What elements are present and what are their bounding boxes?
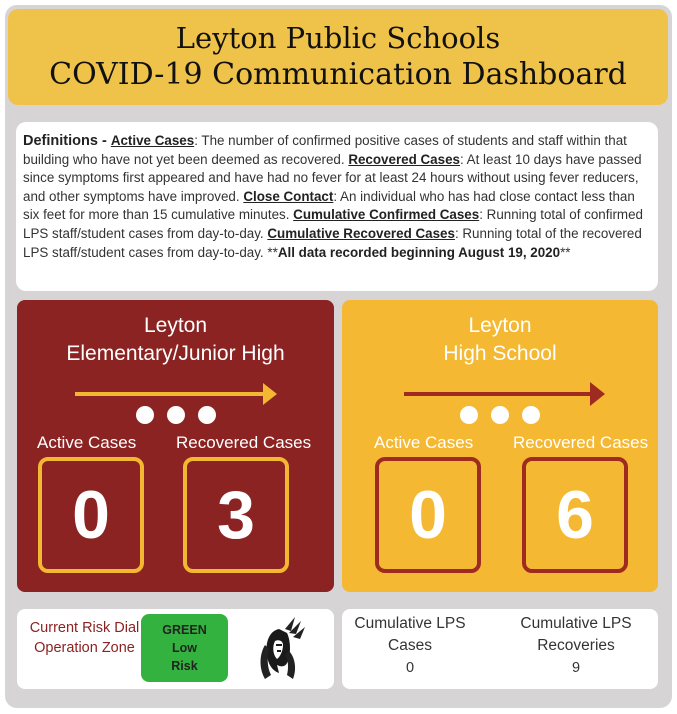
def-close-contact: : An individual who has had close contact less than six feet for more than 15 cumulative minutes. [23, 188, 635, 223]
cumulative-recoveries-label: Cumulative LPS Recoveries [520, 615, 632, 654]
def-cumulative-confirmed: : Running total of confirmed LPS staff/student cases from day-to-day. [23, 207, 643, 241]
dot-icon [167, 406, 185, 424]
note-prefix: ** [267, 244, 278, 260]
high-school-title-line2: High School [443, 342, 557, 365]
dot-icon [136, 406, 154, 424]
cumulative-cases [335, 613, 485, 679]
cumulative-card [342, 609, 658, 689]
elementary-recovered-label: Recovered Cases [176, 433, 312, 452]
def-active-cases: : The number of confirmed positive cases of students and staff within that building who have not yet been deemed as recovered. [23, 133, 627, 167]
term-active-cases: Active Cases [110, 133, 195, 148]
dot-icon [522, 406, 540, 424]
cumulative-recoveries [501, 613, 651, 679]
dot-icon [491, 406, 509, 424]
high-school-dots [342, 406, 658, 424]
arrow-right-icon [342, 300, 658, 420]
risk-card [17, 609, 334, 689]
header-title-line2: COVID-19 Communication Dashboard [49, 57, 627, 93]
cumulative-recoveries-value: 9 [571, 660, 581, 676]
def-cumulative-recovered: : Running total of the recovered LPS staff/student cases from day-to-day. [23, 225, 642, 260]
arrow-right-icon [17, 300, 334, 420]
high-school-recovered-label: Recovered Cases [513, 433, 649, 452]
high-school-title-line1: Leyton [468, 314, 532, 337]
note-suffix: ** [560, 244, 571, 260]
elementary-active-count: 0 [38, 457, 144, 573]
high-school-panel [342, 300, 658, 592]
term-cumulative-recovered: Cumulative Recovered Cases [267, 225, 455, 241]
header-title-line1: Leyton Public Schools [175, 21, 501, 56]
risk-dial-label: Current Risk Dial Operation Zone [29, 620, 140, 656]
elementary-title-line1: Leyton [143, 314, 208, 337]
definitions-lead: Definitions - [23, 133, 111, 149]
elementary-dots [17, 406, 334, 424]
high-school-active-count: 0 [375, 457, 481, 573]
cumulative-cases-label: Cumulative LPS Cases [354, 615, 466, 654]
high-school-active-label: Active Cases [374, 433, 474, 452]
elementary-active-label: Active Cases [37, 433, 137, 452]
elementary-recovered-count: 3 [183, 457, 289, 573]
risk-level-badge: GREEN Low Risk [141, 614, 228, 682]
dot-icon [198, 406, 216, 424]
term-close-contact: Close Contact [243, 188, 334, 204]
term-cumulative-confirmed: Cumulative Confirmed Cases [293, 207, 480, 223]
dot-icon [460, 406, 478, 424]
elementary-title-line2: Elementary/Junior High [66, 342, 285, 365]
high-school-recovered-count: 6 [522, 457, 628, 573]
term-recovered-cases: Recovered Cases [348, 151, 460, 167]
dashboard-header [8, 9, 668, 105]
cumulative-cases-value: 0 [405, 660, 415, 676]
definitions-card [16, 122, 658, 291]
elementary-panel [17, 300, 334, 592]
data-start-note: All data recorded beginning August 19, 2020 [277, 244, 561, 260]
mascot-logo-icon [255, 615, 311, 681]
def-recovered-cases: : At least 10 days have passed since symptoms first appeared and have had no fever for at least 24 hours without using fever reducers, and other symptoms have improved. [23, 151, 642, 204]
